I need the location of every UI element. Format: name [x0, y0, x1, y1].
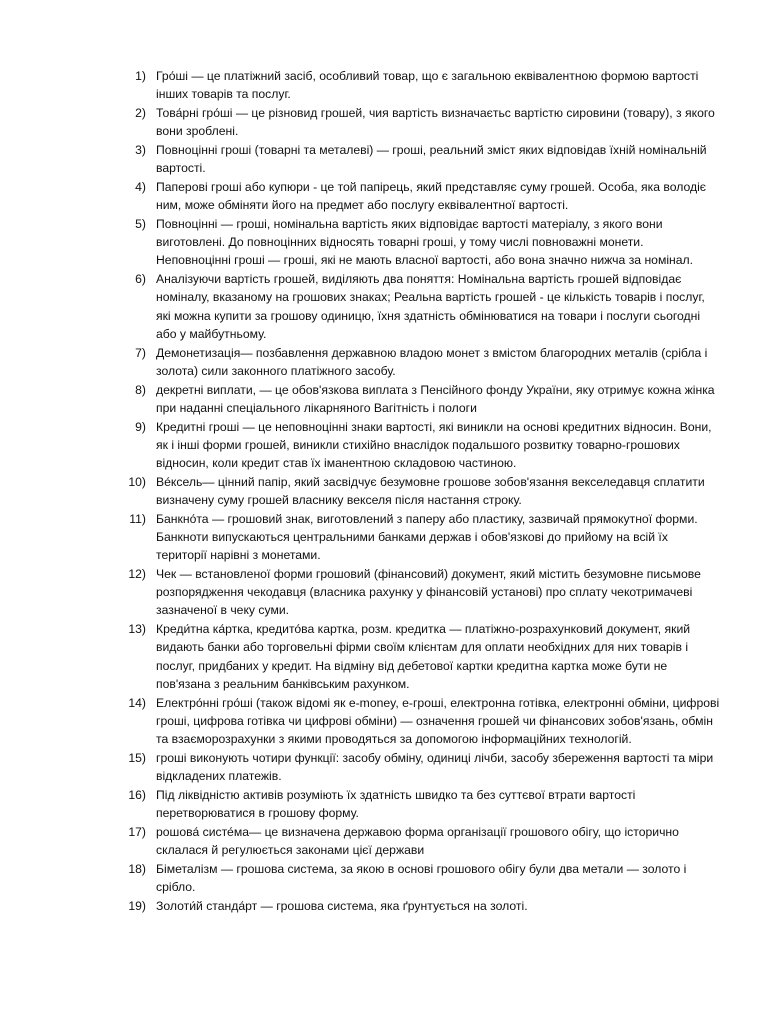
- list-item: [100, 823, 720, 859]
- item-number: 18): [128, 861, 146, 876]
- item-number: 15): [128, 750, 146, 765]
- item-number: 6): [135, 272, 146, 287]
- item-text: Повноцінні — гроші, номінальна вартість яких відповідає вартості матеріалу, з якого вони виготовлені. До повноцінних відносять товарні гроші, у тому числі повноважні монети. Неповноцінні гроші — гроші, які не мають власної вартості, або вона значно нижча за номінал.: [156, 217, 694, 268]
- item-number: 9): [135, 419, 146, 434]
- item-number: 3): [135, 143, 146, 157]
- item-text: Під ліквідністю активів розуміють їх здатність швидко та без суттєвої втрати вартості перетворюватися в грошову форму.: [156, 787, 636, 821]
- list-item: [100, 178, 720, 214]
- item-text: декретні виплати, — це обов'язкова виплата з Пенсійного фонду України, яку отримує кожна жінка при наданні спеціального лікарняного Вагітність і пологи: [156, 382, 715, 415]
- item-text: рошова́ систе́ма— це визначена державою форма організації грошового обігу, що історично склалася й регулюється законами цієї держави: [156, 824, 679, 858]
- item-number: 2): [135, 106, 146, 120]
- list-item: [100, 620, 720, 693]
- item-text: Гро́ші — це платіжний засіб, особливий товар, що є загальною еквівалентною формою вартості інших товарів та послуг.: [156, 69, 699, 102]
- item-number: 14): [128, 695, 146, 710]
- list-item: [100, 215, 720, 270]
- item-text: Креди́тна ка́ртка, кредито́ва картка, розм. кредитка — платіжно-розрахунковий документ, який видають банки або торговельні фірми своїм клієнтам для оплати необхідних для них товарів і послуг, придбаних у кредит. На відміну від дебетової картки кредитна картка може бути не пов'язана з реальним банківським рахунком.: [156, 622, 691, 691]
- item-text: Електро́нні гро́ші (також відомі як e-money, е-гроші, електронна готівка, електронні обміни, цифрові гроші, цифрова готівка чи цифрові обміни) — означення грошей чи фінансових зобов'язань, обмін та взаєморозрахунки з якими проводяться за допомогою інформаційних технологій.: [156, 695, 720, 747]
- list-item: [100, 381, 720, 417]
- item-number: 12): [128, 567, 146, 582]
- item-number: 16): [128, 787, 146, 802]
- list-item: [100, 418, 720, 473]
- list-item: [100, 104, 720, 140]
- list-item: [100, 694, 720, 749]
- list-item: [100, 786, 720, 822]
- item-number: 1): [135, 69, 146, 83]
- item-number: 5): [135, 217, 146, 231]
- item-number: 10): [128, 474, 146, 489]
- list-item: [100, 473, 720, 509]
- list-item: [100, 270, 720, 343]
- item-text: гроші виконують чотири функції: засобу обміну, одиниці лічби, засобу збереження вартості та міри відкладених платежів.: [156, 750, 714, 784]
- item-text: Біметалізм — грошова система, за якою в основі грошового обігу були два метали — золото і срібло.: [156, 861, 687, 895]
- item-text: Повноцінні гроші (товарні та металеві) — гроші, реальний зміст яких відповідав їхній номінальній вартості.: [156, 143, 707, 176]
- list-item: [100, 860, 720, 896]
- item-text: Аналізуючи вартість грошей, виділяють два поняття: Номінальна вартість грошей відповідає номіналу, вказаному на грошових знаках; Реальна вартість грошей - це кількість товарів і послуг, які можна купити за грошову одиницю, їхня здатність обмінюватися на товари і послуги сьогодні або у майбутньому.: [156, 272, 705, 341]
- item-text: Паперові гроші або купюри - це той папірець, який представляє суму грошей. Особа, яка володіє ним, може обміняти його на предмет або послугу еквівалентної вартості.: [156, 180, 707, 213]
- item-number: 4): [135, 180, 146, 194]
- list-item: [100, 565, 720, 620]
- list-item: [100, 67, 720, 103]
- definitions-list: [100, 67, 720, 916]
- item-text: Ве́ксель— цінний папір, який засвідчує безумовне грошове зобов'язання векселедавця сплатити визначену суму грошей власнику векселя після настання строку.: [156, 474, 705, 508]
- item-text: Това́рні гро́ші — це різновид грошей, чия вартість визначаєтьс вартістю сировини (товару), з якого вони зроблені.: [156, 106, 715, 139]
- list-item: [100, 141, 720, 177]
- item-number: 11): [129, 511, 146, 526]
- item-number: 19): [128, 898, 146, 913]
- item-number: 13): [128, 622, 146, 637]
- item-text: Золоти́й станда́рт — грошова система, яка ґрунтується на золоті.: [156, 898, 528, 913]
- list-item: [100, 897, 720, 915]
- list-item: [100, 344, 720, 380]
- item-number: 7): [135, 345, 146, 360]
- list-item: [100, 510, 720, 565]
- item-number: 17): [128, 824, 146, 839]
- item-text: Демонетизація— позбавлення державною владою монет з вмістом благородних металів (срібла і золота) сили законного платіжного засобу.: [156, 345, 708, 378]
- item-text: Банкно́та — грошовий знак, виготовлений з паперу або пластику, зазвичай прямокутної форми. Банкноти випускаються центральними банками держав і обов'язкові до прийому на всій їх території нарівні з монетами.: [156, 511, 698, 563]
- item-number: 8): [135, 382, 146, 397]
- item-text: Чек — встановленої форми грошовий (фінансовий) документ, який містить безумовне письмове розпорядження чекодавця (власника рахунку у фінансовій установі) про сплату чекотримачеві зазначеної в чеку суми.: [156, 567, 701, 618]
- item-text: Кредитні гроші — це неповноцінні знаки вартості, які виникли на основі кредитних відносин. Вони, як і інші форми грошей, виникли стихійно внаслідок подальшого розвитку товарно-грошових відносин, коли кредит став їх іманентною складовою частиною.: [156, 419, 712, 471]
- list-item: [100, 749, 720, 785]
